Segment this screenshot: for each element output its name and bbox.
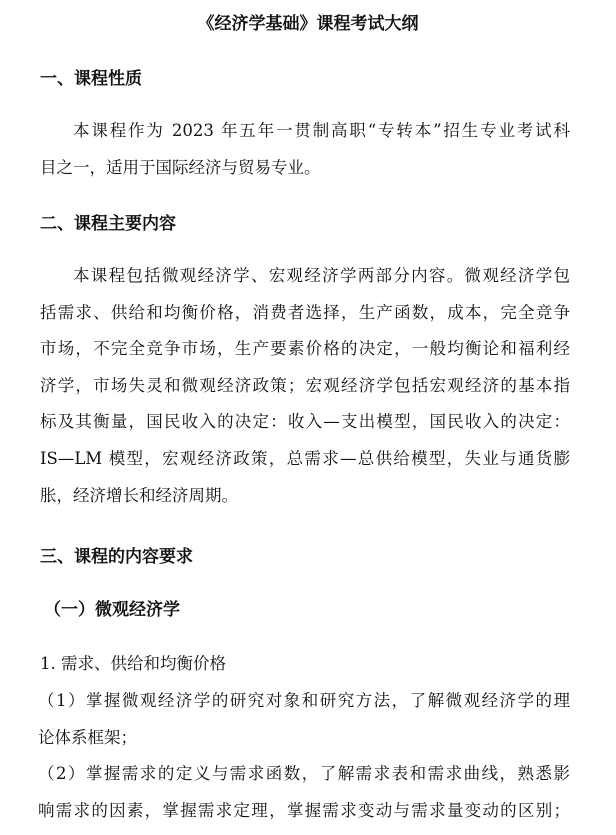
section-heading-course-nature: 一、课程性质 [40,69,142,89]
paragraph-line: （2）掌握需求的定义与需求函数，了解需求表和需求曲线，熟悉影 [38,764,570,783]
subsection-heading-microeconomics: （一）微观经济学 [44,600,180,620]
paragraph-line: 胀，经济增长和经济周期。 [40,485,238,505]
section-heading-content-requirements: 三、课程的内容要求 [40,547,193,567]
paragraph-line: 响需求的因素，掌握需求定理，掌握需求变动与需求量变动的区别； [38,800,570,820]
requirement-1 [38,683,570,756]
paragraph-line: 目之一，适用于国际经济与贸易专业。 [40,157,321,177]
requirement-2 [38,756,570,829]
paragraph-line: 本课程作为 2023 年五年一贯制高职“专转本”招生专业考试科 [73,121,570,140]
item-title-demand-supply: 1. 需求、供给和均衡价格 [40,654,226,673]
paragraph-line: 市场，不完全竞争市场，生产要素价格的决定，一般均衡论和福利经 [40,339,570,359]
paragraph-line: 济学，市场失灵和微观经济政策；宏观经济学包括宏观经济的基本指 [40,375,570,395]
paragraph-line: IS—LM 模型，宏观经济政策，总需求—总供给模型，失业与通货膨 [40,448,570,468]
paragraph-line: （1）掌握微观经济学的研究对象和研究方法，了解微观经济学的理 [38,691,570,710]
paragraph-line: 标及其衡量，国民收入的决定：收入—支出模型，国民收入的决定： [40,412,570,432]
main-content-paragraph [40,258,570,514]
section-heading-main-content: 二、课程主要内容 [40,214,176,234]
paragraph-line: 本课程包括微观经济学、宏观经济学两部分内容。微观经济学包 [73,266,570,285]
paragraph-line: 论体系框架； [38,727,137,747]
paragraph-line: 括需求、供给和均衡价格，消费者选择，生产函数，成本，完全竞争 [40,302,570,322]
document-title: 《经济学基础》课程考试大纲 [197,14,419,34]
course-nature-paragraph [40,113,570,186]
